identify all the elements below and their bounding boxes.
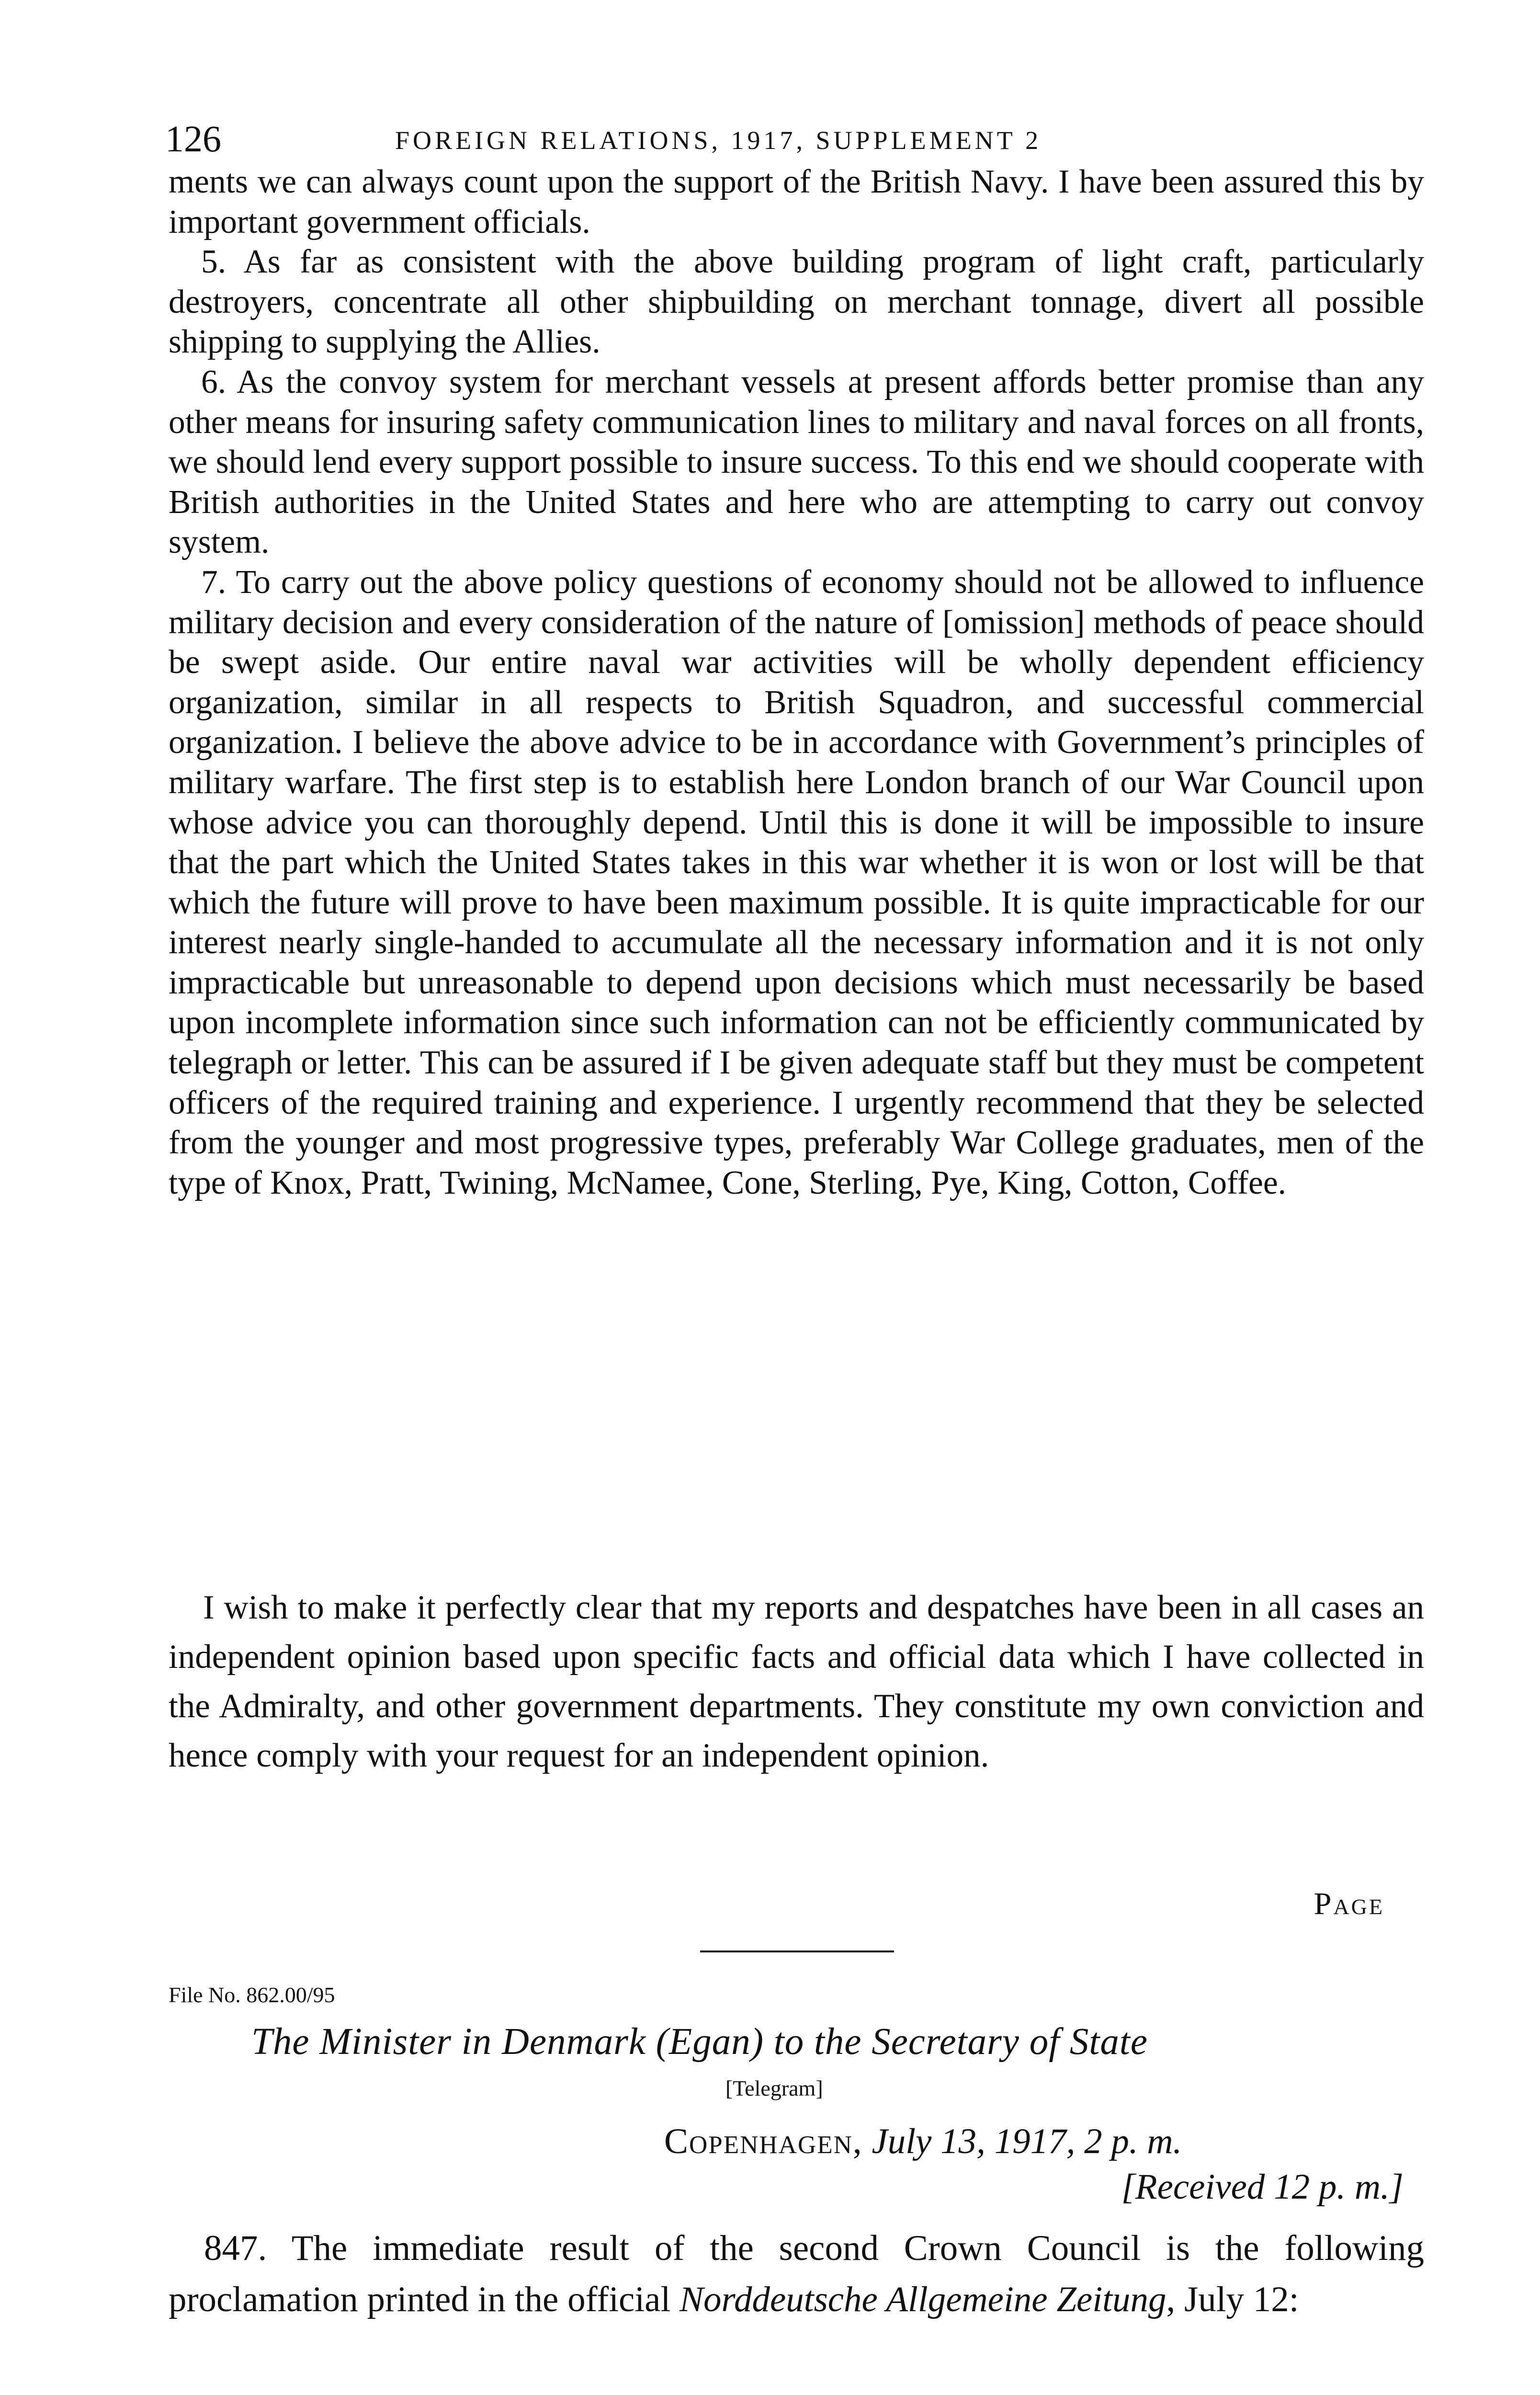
numbered-point-6: 6. As the convoy system for merchant vessels at present affords better promise than any other means for insuring safety communication lines to military and naval forces on all fronts, we should lend every support possible to insure success. To this end we should cooperate with British authorities in the United States and here who are attempting to carry out convoy system. [169, 363, 1424, 561]
running-head: FOREIGN RELATIONS, 1917, SUPPLEMENT 2 [395, 126, 1042, 155]
received-time: [Received 12 p. m.] [1121, 2167, 1404, 2207]
telegram-text-start: The immediate result of the second Crown Council is the following proclamation printed in the official [169, 2228, 1424, 2319]
dateline-date: July 13, 1917, 2 p. m. [872, 2121, 1182, 2161]
main-text [169, 162, 1424, 1203]
document-title: The Minister in Denmark (Egan) to the Secretary of State [251, 2021, 1148, 2063]
page-header [165, 115, 1425, 163]
numbered-point-5: 5. As far as consistent with the above building program of light craft, particularly destroyers, concentrate all other shipbuilding on merchant tonnage, divert all possible shipping to supplying the Allies. [169, 243, 1424, 361]
numbered-point-7: 7. To carry out the above policy questions of economy should not be allowed to influence military decision and every consideration of the nature of [omission] methods of peace should be swept aside. Our entire naval war activities will be wholly dependent efficiency organization, similar in all respects to British Squadron, and successful commercial organization. I believe the above advice to be in accordance with Government’s principles of military warfare. The first step is to establish here London branch of our War Council upon whose advice you can thoroughly depend. Until this is done it will be impossible to insure that the part which the United States takes in this war whether it is won or lost will be that which the future will prove to have been maximum possible. It is quite impracticable for our interest nearly single-handed to accumulate all the necessary information and it is not only impracticable but unreasonable to depend upon decisions which must necessarily be based upon incomplete information since such information can not be efficiently communicated by telegraph or letter. This can be assured if I be given adequate staff but they must be competent officers of the required training and experience. I urgently recommend that they be selected from the younger and most progressive types, preferably War College graduates, men of the type of Knox, Pratt, Twining, McNamee, Cone, Sterling, Pye, King, Cotton, Coffee. [169, 563, 1424, 1201]
closing-statement [169, 1583, 1424, 1780]
closing-paragraph: I wish to make it perfectly clear that my reports and despatches have been in all cases an independent opinion based upon specific facts and official data which I have collected in the Admiralty, and other government departments. They constitute my own conviction and hence comply with your request for an independent opinion. [169, 1589, 1424, 1774]
dateline [664, 2119, 1182, 2164]
section-divider [700, 1950, 894, 1952]
dateline-place: Copenhagen, [664, 2121, 863, 2161]
telegram-paragraph [169, 2223, 1424, 2325]
page-number: 126 [165, 118, 221, 160]
continued-paragraph: ments we can always count upon the support of the British Navy. I have been assured this by important government officials. [169, 163, 1424, 240]
telegram-text-end: , July 12: [1166, 2280, 1299, 2319]
document-type: [Telegram] [725, 2076, 823, 2100]
newspaper-name: Norddeutsche Allgemeine Zeitung [679, 2280, 1166, 2319]
telegram-body [169, 2223, 1424, 2325]
telegram-number: 847. [204, 2228, 267, 2268]
file-number: File No. 862.00/95 [169, 1983, 335, 2007]
signature: Page [1314, 1886, 1384, 1921]
